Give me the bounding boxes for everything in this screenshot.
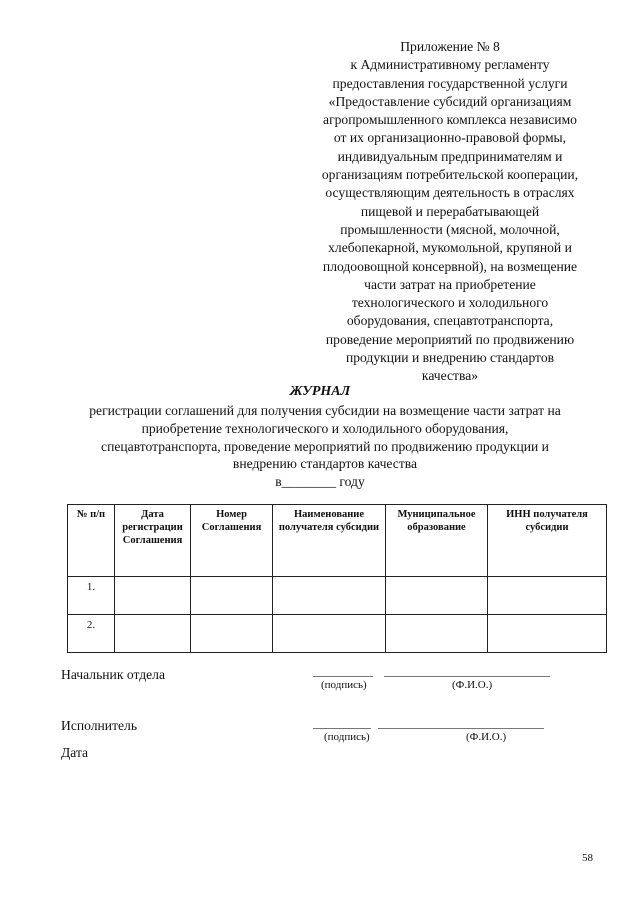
appendix-line: индивидуальным предпринимателям и <box>337 148 563 164</box>
appendix-line: организациям потребительской кооперации, <box>321 167 579 183</box>
journal-subtitle-line: спецавтотранспорта, проведение мероприятий по продвижению продукции и <box>101 438 549 454</box>
table-cell <box>115 577 191 615</box>
table-cell <box>191 577 273 615</box>
appendix-line: технологического и холодильного <box>351 295 549 311</box>
appendix-line: агропромышленного комплекса независимо <box>323 112 577 128</box>
journal-title: ЖУРНАЛ <box>289 384 351 399</box>
executor-signature-caption: (подпись) <box>324 731 370 743</box>
journal-subtitle <box>40 402 610 473</box>
table-cell <box>386 615 488 653</box>
table-cell: 1. <box>68 577 115 615</box>
date-label: Дата <box>61 745 89 760</box>
appendix-line: оборудования, спецавтотранспорта, <box>346 313 554 329</box>
appendix-line: проведение мероприятий по продвижению <box>325 331 575 347</box>
table-cell <box>191 615 273 653</box>
appendix-line: пищевой и перерабатывающей <box>360 203 540 219</box>
appendix-line: качества» <box>421 368 479 384</box>
appendix-line: части затрат на приобретение <box>364 276 536 292</box>
page-number: 58 <box>582 852 593 864</box>
journal-subtitle-line: приобретение технологического и холодильного оборудования, <box>141 420 509 436</box>
executor-label: Исполнитель <box>61 718 138 733</box>
appendix-line: осуществляющим деятельность в отраслях <box>325 185 575 201</box>
registration-table <box>67 504 607 653</box>
appendix-line: промышленности (мясной, молочной, <box>340 221 560 237</box>
year-line: в________ году <box>275 474 365 489</box>
journal-subtitle-line: регистрации соглашений для получения субсидии на возмещение части затрат на <box>89 403 561 418</box>
header-cell-recipient-name: Наименование получателя субсидии <box>273 505 386 577</box>
appendix-block <box>300 38 600 386</box>
table-cell <box>273 615 386 653</box>
header-cell-agreement-number: Номер Соглашения <box>191 505 273 577</box>
table-row <box>68 615 607 653</box>
head-of-department-label: Начальник отдела <box>61 667 165 682</box>
executor-name-caption: (Ф.И.О.) <box>466 731 507 743</box>
head-signature-line <box>313 676 373 677</box>
appendix-line: Приложение № 8 <box>400 39 500 54</box>
appendix-line: «Предоставление субсидий организациям <box>328 93 572 109</box>
table-cell <box>273 577 386 615</box>
table-cell <box>386 577 488 615</box>
table-cell <box>488 615 607 653</box>
header-cell-municipality: Муниципальное образование <box>386 505 488 577</box>
table-cell <box>115 615 191 653</box>
head-name-caption: (Ф.И.О.) <box>452 679 493 691</box>
head-name-line <box>384 676 550 677</box>
head-signature-caption: (подпись) <box>321 679 367 691</box>
executor-signature-line <box>313 728 371 729</box>
appendix-line: к Административному регламенту <box>350 57 550 73</box>
appendix-line: от их организационно-правовой формы, <box>333 130 567 146</box>
appendix-line: продукции и внедрению стандартов <box>345 350 555 366</box>
journal-subtitle-line: внедрению стандартов качества <box>232 456 418 472</box>
header-cell-number: № п/п <box>68 505 115 577</box>
table-cell: 2. <box>68 615 115 653</box>
table-row <box>68 577 607 615</box>
executor-name-line <box>378 728 544 729</box>
header-cell-registration-date: Дата регистрации Соглашения <box>115 505 191 577</box>
appendix-line: плодоовощной консервной), на возмещение <box>322 258 578 274</box>
header-cell-inn: ИНН получателя субсидии <box>488 505 607 577</box>
table-header-row <box>68 505 607 577</box>
appendix-line: предоставления государственной услуги <box>332 75 568 91</box>
appendix-line: хлебопекарной, мукомольной, крупяной и <box>328 240 572 256</box>
table-cell <box>488 577 607 615</box>
